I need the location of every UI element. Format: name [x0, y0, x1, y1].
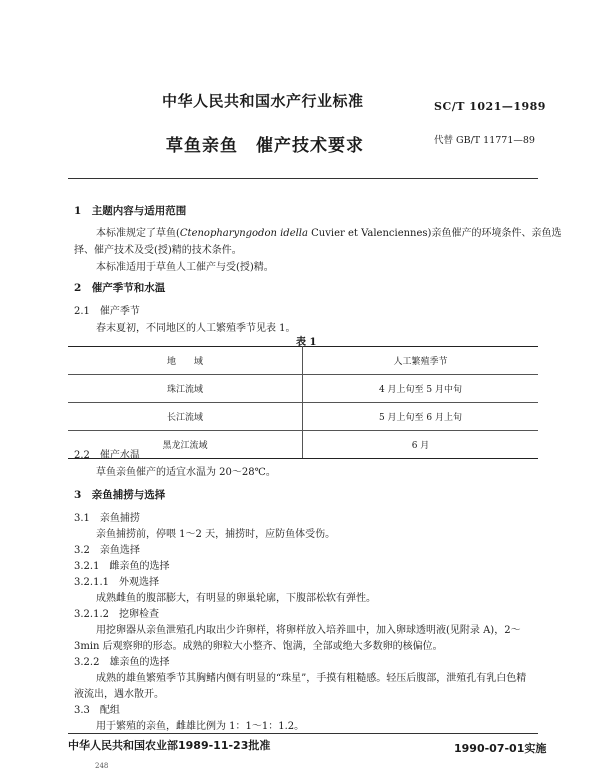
section-1-paragraph-1-cont: 择、催产技术及受(授)精的技术条件。	[74, 245, 242, 256]
page-number: 248	[95, 762, 109, 770]
section-2-2-heading: 2.2 催产水温	[74, 450, 140, 461]
approval-note: 中华人民共和国农业部1989-11-23批准	[68, 739, 271, 752]
footer-divider	[68, 733, 538, 734]
table-header-season: 人工繁殖季节	[303, 347, 539, 375]
section-3-heading: 3 亲鱼捕捞与选择	[74, 489, 166, 501]
section-3-2-2-heading: 3.2.2 雄亲鱼的选择	[74, 657, 170, 668]
section-3-3-heading: 3.3 配组	[74, 705, 120, 716]
table-cell-region: 珠江流域	[68, 375, 303, 403]
table-1	[68, 346, 538, 459]
section-3-2-1-2-text-cont: 3min 后观察卵的形态。成熟的卵粒大小整齐、饱满，全部或绝大多数卵的核偏位。	[74, 641, 443, 652]
table-cell-region: 黑龙江流域	[68, 431, 303, 459]
document-title: 草鱼亲鱼 催产技术要求	[166, 136, 364, 156]
section-3-2-1-2-heading: 3.2.1.2 挖卵检查	[74, 609, 159, 620]
section-3-2-1-heading: 3.2.1 雌亲鱼的选择	[74, 561, 170, 572]
section-2-heading: 2 催产季节和水温	[74, 282, 166, 294]
header-divider	[68, 178, 538, 179]
section-3-2-2-text-cont: 液流出，遇水散开。	[74, 689, 164, 700]
table-cell-season: 6 月	[303, 431, 539, 459]
standard-organization: 中华人民共和国水产行业标准	[162, 92, 364, 110]
section-3-2-2-text: 成熟的雄鱼繁殖季节其胸鳍内侧有明显的“珠星”，手摸有粗糙感。轻压后腹部，泄殖孔有乳白色精	[96, 673, 527, 684]
section-1-paragraph-2: 本标准适用于草鱼人工催产与受(授)精。	[96, 262, 274, 273]
table-1-caption: 表 1	[296, 337, 317, 348]
table-cell-region: 长江流域	[68, 403, 303, 431]
table-cell-season: 5 月上旬至 6 月上旬	[303, 403, 539, 431]
table-header-row	[68, 347, 538, 375]
section-3-2-heading: 3.2 亲鱼选择	[74, 545, 140, 556]
section-3-3-text: 用于繁殖的亲鱼，雌雄比例为 1：1～1：1.2。	[96, 721, 305, 732]
section-1-paragraph-1: 本标准规定了草鱼(Ctenopharyngodon idella Cuvier et Valenciennes)亲鱼催产的环境条件、亲鱼选	[96, 228, 562, 239]
section-2-1-text: 春末夏初，不同地区的人工繁殖季节见表 1。	[96, 323, 296, 334]
section-3-2-1-1-heading: 3.2.1.1 外观选择	[74, 577, 159, 588]
table-header-region: 地 域	[68, 347, 303, 375]
replaces-standard: 代替 GB/T 11771—89	[434, 135, 535, 146]
table-row	[68, 375, 538, 403]
section-3-1-text: 亲鱼捕捞前，停喂 1～2 天，捕捞时，应防鱼体受伤。	[96, 529, 336, 540]
section-2-2-text: 草鱼亲鱼催产的适宜水温为 20～28℃。	[96, 467, 276, 478]
standard-code: SC/T 1021—1989	[434, 100, 546, 113]
section-1-heading: 1 主题内容与适用范围	[74, 205, 187, 217]
section-3-2-1-1-text: 成熟雌鱼的腹部膨大，有明显的卵巢轮廓，下腹部松软有弹性。	[96, 593, 376, 604]
section-3-1-heading: 3.1 亲鱼捕捞	[74, 513, 140, 524]
section-2-1-heading: 2.1 催产季节	[74, 306, 140, 317]
section-3-2-1-2-text: 用挖卵器从亲鱼泄殖孔内取出少许卵样，将卵样放入培养皿中，加入卵球透明液(见附录 A)，2～	[96, 625, 521, 636]
table-cell-season: 4 月上旬至 5 月中旬	[303, 375, 539, 403]
table-row	[68, 403, 538, 431]
effective-date: 1990-07-01实施	[454, 742, 547, 755]
